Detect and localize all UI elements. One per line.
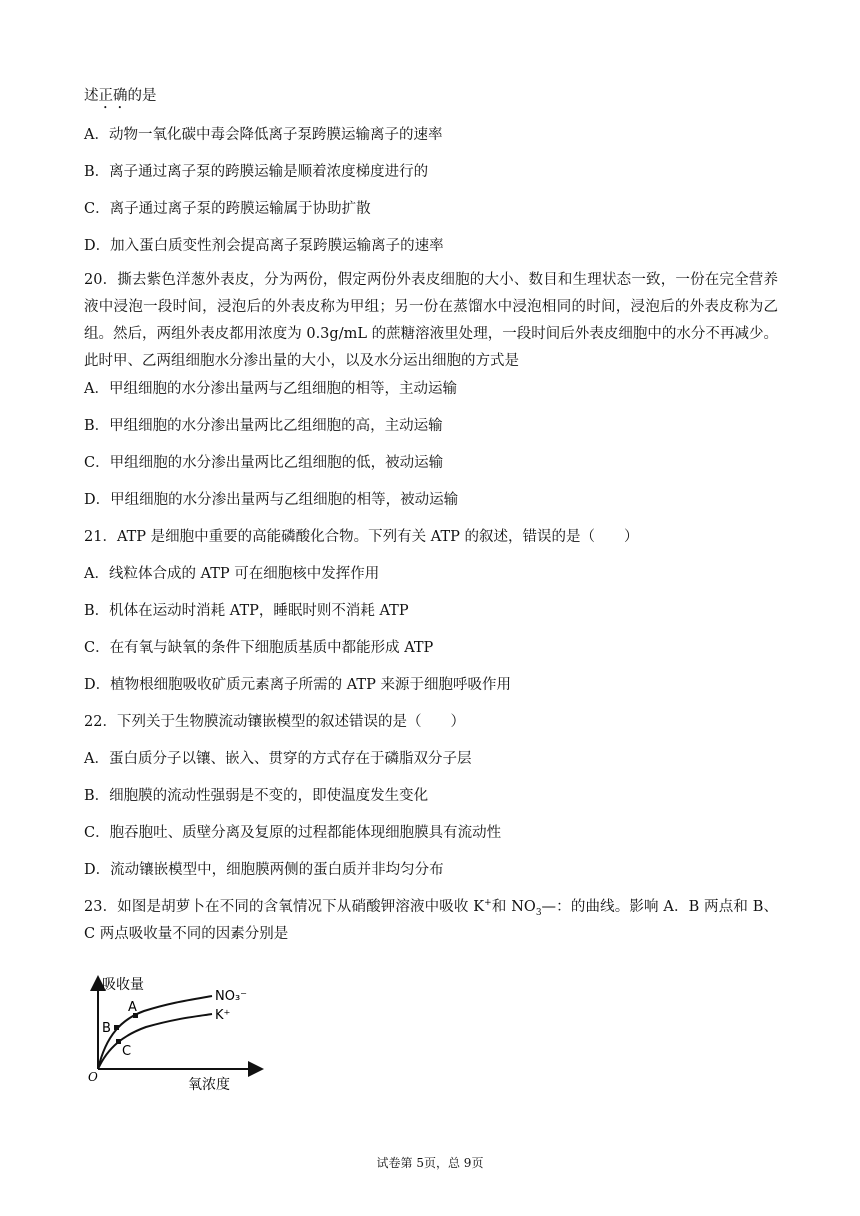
point-a-label: A <box>128 1000 137 1015</box>
k-curve <box>98 1014 212 1069</box>
q20-option-b: B．甲组细胞的水分渗出量两比乙组细胞的高，主动运输 <box>84 418 443 434</box>
q23-stem-sup: + <box>484 898 492 909</box>
q19-stem-tail <box>84 86 157 112</box>
y-axis-label: 吸收量 <box>102 977 144 993</box>
x-axis-label: 氧浓度 <box>188 1077 230 1093</box>
k-series-label: K⁺ <box>215 1008 231 1023</box>
q19-option-a: A．动物一氧化碳中毒会降低离子泵跨膜运输离子的速率 <box>84 127 443 143</box>
q22-option-b: B．细胞膜的流动性强弱是不变的，即使温度发生变化 <box>84 788 429 804</box>
q22-option-a: A．蛋白质分子以镶、嵌入、贯穿的方式存在于磷脂双分子层 <box>84 751 472 767</box>
point-b-label: B <box>102 1021 111 1036</box>
point-c-marker <box>116 1039 121 1044</box>
q21-option-b: B．机体在运动时消耗 ATP，睡眠时则不消耗 ATP <box>84 603 409 619</box>
q22-stem: 22．下列关于生物膜流动镶嵌模型的叙述错误的是（ ） <box>84 714 465 730</box>
q19-tail-after: 的是 <box>127 88 157 104</box>
no3-series-label: NO₃⁻ <box>215 989 248 1004</box>
q21-stem: 21．ATP 是细胞中重要的高能磷酸化合物。下列有关 ATP 的叙述，错误的是（ ） <box>84 529 639 545</box>
q23-stem-sub: 3 <box>535 907 542 918</box>
page-footer: 试卷第 5页，总 9页 <box>376 1156 484 1170</box>
q23-stem-mid: 和 NO <box>491 899 536 915</box>
q23-stem-post: —：的曲线。影响 A．B 两点和 B、C 两点吸收量不同的因素分别是 <box>84 899 779 942</box>
q21-option-c: C．在有氧与缺氧的条件下细胞质基质中都能形成 ATP <box>84 640 434 656</box>
point-b-marker <box>114 1025 119 1030</box>
q20-option-d: D．甲组细胞的水分渗出量两与乙组细胞的相等，被动运输 <box>84 492 459 508</box>
q21-option-a: A．线粒体合成的 ATP 可在细胞核中发挥作用 <box>84 566 380 582</box>
q19-option-b: B．离子通过离子泵的跨膜运输是顺着浓度梯度进行的 <box>84 164 429 180</box>
q22-option-d: D．流动镶嵌模型中，细胞膜两侧的蛋白质并非均匀分布 <box>84 862 444 878</box>
point-c-label: C <box>122 1044 132 1059</box>
q21-option-d: D．植物根细胞吸收矿质元素离子所需的 ATP 来源于细胞呼吸作用 <box>84 677 511 693</box>
q20-option-c: C．甲组细胞的水分渗出量两比乙组细胞的低，被动运输 <box>84 455 444 471</box>
no3-curve <box>98 996 212 1069</box>
q20-option-a: A．甲组细胞的水分渗出量两与乙组细胞的相等，主动运输 <box>84 381 457 397</box>
origin-label: O <box>88 1070 98 1084</box>
absorption-graph-svg <box>84 965 274 1095</box>
q19-option-c: C．离子通过离子泵的跨膜运输属于协助扩散 <box>84 201 371 217</box>
q19-option-d: D．加入蛋白质变性剂会提高离子泵跨膜运输离子的速率 <box>84 238 444 254</box>
q19-tail-emphasis: 正确 <box>98 88 128 104</box>
q19-tail-before: 述 <box>84 88 99 104</box>
absorption-graph <box>84 965 274 1099</box>
q23-stem-pre: 23．如图是胡萝卜在不同的含氧情况下从硝酸钾溶液中吸收 K <box>84 899 485 915</box>
q23-stem <box>84 894 778 948</box>
q20-stem: 20．撕去紫色洋葱外表皮，分为两份，假定两份外表皮细胞的大小、数目和生理状态一致，一份在完全营养液中浸泡一段时间，浸泡后的外表皮称为甲组；另一份在蒸馏水中浸泡相同的时间，浸泡后的外表皮称为乙组。然后，两组外表皮都用浓度为 0.3g/mL 的蔗糖溶液里处理，一段时间后外表皮细胞中的水分不再减少。此时甲、乙两组细胞水分渗出量的大小，以及水分运出细胞的方式是 <box>84 272 778 369</box>
q22-option-c: C．胞吞胞吐、质壁分离及复原的过程都能体现细胞膜具有流动性 <box>84 825 502 841</box>
